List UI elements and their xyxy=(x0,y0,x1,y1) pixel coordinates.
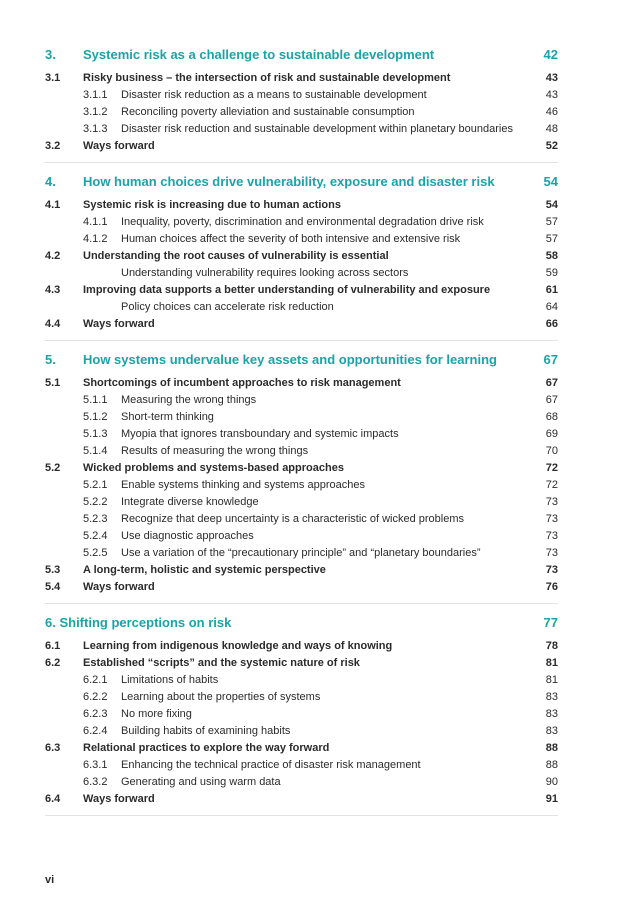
chapter-title: Systemic risk as a challenge to sustainable development xyxy=(83,47,435,62)
entry-page-number: 83 xyxy=(545,708,558,720)
entry-page-number: 59 xyxy=(545,267,558,279)
toc-section-entry[interactable] xyxy=(45,657,558,674)
chapter-number: 4. xyxy=(45,174,56,189)
toc-subsection-entry[interactable] xyxy=(45,479,558,496)
toc-subsection-entry[interactable] xyxy=(45,691,558,708)
entry-page-number: 64 xyxy=(545,301,558,313)
toc-section-entry[interactable] xyxy=(45,564,558,581)
entry-page-number: 68 xyxy=(545,411,558,423)
subsection-number: 3.1.3 xyxy=(83,123,108,135)
chapter-heading[interactable] xyxy=(45,615,558,635)
toc-subsection-entry[interactable] xyxy=(45,776,558,793)
subsection-number: 5.2.1 xyxy=(83,479,108,491)
entry-page-number: 78 xyxy=(545,640,558,652)
chapter-number: 5. xyxy=(45,352,56,367)
toc-subsection-entry[interactable] xyxy=(45,496,558,513)
section-number: 6.1 xyxy=(45,640,61,652)
subsection-title: Myopia that ignores transboundary and systemic impacts xyxy=(121,428,399,440)
subsection-title: Inequality, poverty, discrimination and environmental degradation drive risk xyxy=(121,216,484,228)
section-title: Understanding the root causes of vulnerability is essential xyxy=(83,250,389,262)
toc-section-entry[interactable] xyxy=(45,199,558,216)
subsection-number: 6.2.1 xyxy=(83,674,108,686)
toc-subsection-entry[interactable] xyxy=(45,547,558,564)
entry-page-number: 73 xyxy=(545,530,558,542)
entry-page-number: 73 xyxy=(545,547,558,559)
subsection-title: Human choices affect the severity of both intensive and extensive risk xyxy=(121,233,461,245)
subsection-title: Generating and using warm data xyxy=(121,776,281,788)
entry-page-number: 58 xyxy=(545,250,558,262)
subsection-title: Recognize that deep uncertainty is a characteristic of wicked problems xyxy=(121,513,465,525)
subsection-number: 5.1.1 xyxy=(83,394,108,406)
section-title: Ways forward xyxy=(83,318,155,330)
toc-subsection-entry[interactable] xyxy=(45,394,558,411)
toc-section-entry[interactable] xyxy=(45,250,558,267)
section-title: Relational practices to explore the way forward xyxy=(83,742,330,754)
chapter-page-number: 42 xyxy=(543,47,558,62)
entry-page-number: 73 xyxy=(545,564,558,576)
page-folio: vi xyxy=(45,874,55,886)
entry-page-number: 72 xyxy=(545,479,558,491)
chapter-page-number: 54 xyxy=(543,174,558,189)
entry-page-number: 81 xyxy=(545,657,558,669)
toc-subsection-entry[interactable] xyxy=(45,725,558,742)
toc-subsection-entry[interactable] xyxy=(45,301,558,318)
entry-page-number: 67 xyxy=(545,377,558,389)
chapter-block xyxy=(45,174,558,341)
subsection-title: Policy choices can accelerate risk reduction xyxy=(121,301,334,313)
chapter-page-number: 67 xyxy=(543,352,558,367)
toc-subsection-entry[interactable] xyxy=(45,530,558,547)
subsection-number: 3.1.1 xyxy=(83,89,108,101)
section-number: 5.2 xyxy=(45,462,61,474)
section-number: 4.4 xyxy=(45,318,61,330)
subsection-number: 5.1.4 xyxy=(83,445,108,457)
subsection-title: Building habits of examining habits xyxy=(121,725,291,737)
toc-subsection-entry[interactable] xyxy=(45,445,558,462)
section-title: Shortcomings of incumbent approaches to risk management xyxy=(83,377,401,389)
toc-subsection-entry[interactable] xyxy=(45,123,558,140)
section-title: Improving data supports a better understanding of vulnerability and exposure xyxy=(83,284,491,296)
subsection-number: 5.1.2 xyxy=(83,411,108,423)
entry-page-number: 91 xyxy=(545,793,558,805)
toc-section-entry[interactable] xyxy=(45,284,558,301)
entry-page-number: 57 xyxy=(545,216,558,228)
subsection-number: 6.3.2 xyxy=(83,776,108,788)
entry-page-number: 90 xyxy=(545,776,558,788)
toc-subsection-entry[interactable] xyxy=(45,267,558,284)
toc-section-entry[interactable] xyxy=(45,318,558,335)
subsection-number: 5.2.4 xyxy=(83,530,108,542)
section-number: 5.3 xyxy=(45,564,61,576)
entry-page-number: 54 xyxy=(545,199,558,211)
toc-subsection-entry[interactable] xyxy=(45,233,558,250)
subsection-title: Measuring the wrong things xyxy=(121,394,257,406)
subsection-number: 6.2.3 xyxy=(83,708,108,720)
table-of-contents xyxy=(45,47,558,827)
entry-page-number: 46 xyxy=(545,106,558,118)
subsection-number: 5.1.3 xyxy=(83,428,108,440)
toc-section-entry[interactable] xyxy=(45,462,558,479)
entry-page-number: 52 xyxy=(545,140,558,152)
section-title: Established “scripts” and the systemic nature of risk xyxy=(83,657,360,669)
entry-page-number: 43 xyxy=(545,72,558,84)
chapter-number: 3. xyxy=(45,47,56,62)
subsection-title: Disaster risk reduction as a means to sustainable development xyxy=(121,89,427,101)
subsection-title: Disaster risk reduction and sustainable development within planetary boundaries xyxy=(121,123,513,135)
subsection-number: 5.2.2 xyxy=(83,496,108,508)
subsection-title: Use diagnostic approaches xyxy=(121,530,254,542)
subsection-title: Use a variation of the “precautionary principle” and “planetary boundaries” xyxy=(121,547,481,559)
subsection-title: Reconciling poverty alleviation and sustainable consumption xyxy=(121,106,415,118)
subsection-title: Enhancing the technical practice of disaster risk management xyxy=(121,759,421,771)
chapter-page-number: 77 xyxy=(543,615,558,630)
chapter-block xyxy=(45,615,558,816)
entry-page-number: 73 xyxy=(545,496,558,508)
chapter-title: How human choices drive vulnerability, exposure and disaster risk xyxy=(83,174,495,189)
subsection-title: Limitations of habits xyxy=(121,674,219,686)
chapter-title: How systems undervalue key assets and opportunities for learning xyxy=(83,352,497,367)
section-title: Wicked problems and systems-based approaches xyxy=(83,462,344,474)
subsection-number: 6.2.2 xyxy=(83,691,108,703)
subsection-title: No more fixing xyxy=(121,708,192,720)
toc-section-entry[interactable] xyxy=(45,140,558,157)
toc-section-entry[interactable] xyxy=(45,640,558,657)
toc-subsection-entry[interactable] xyxy=(45,708,558,725)
chapter-heading[interactable] xyxy=(45,352,558,372)
section-number: 4.2 xyxy=(45,250,61,262)
section-title: Systemic risk is increasing due to human actions xyxy=(83,199,341,211)
chapter-heading[interactable] xyxy=(45,47,558,67)
subsection-title: Integrate diverse knowledge xyxy=(121,496,259,508)
entry-page-number: 70 xyxy=(545,445,558,457)
toc-subsection-entry[interactable] xyxy=(45,216,558,233)
entry-page-number: 83 xyxy=(545,691,558,703)
toc-section-entry[interactable] xyxy=(45,72,558,89)
toc-subsection-entry[interactable] xyxy=(45,428,558,445)
entry-page-number: 72 xyxy=(545,462,558,474)
section-number: 5.4 xyxy=(45,581,61,593)
section-title: Learning from indigenous knowledge and ways of knowing xyxy=(83,640,393,652)
entry-page-number: 73 xyxy=(545,513,558,525)
subsection-title: Short-term thinking xyxy=(121,411,214,423)
entry-page-number: 88 xyxy=(545,759,558,771)
entry-page-number: 76 xyxy=(545,581,558,593)
entry-page-number: 66 xyxy=(545,318,558,330)
subsection-title: Understanding vulnerability requires looking across sectors xyxy=(121,267,409,279)
toc-subsection-entry[interactable] xyxy=(45,411,558,428)
section-title: A long-term, holistic and systemic perspective xyxy=(83,564,326,576)
entry-page-number: 83 xyxy=(545,725,558,737)
entry-page-number: 88 xyxy=(545,742,558,754)
subsection-number: 6.2.4 xyxy=(83,725,108,737)
chapter-block xyxy=(45,47,558,163)
toc-section-entry[interactable] xyxy=(45,793,558,810)
section-title: Ways forward xyxy=(83,581,155,593)
subsection-number: 5.2.5 xyxy=(83,547,108,559)
subsection-number: 6.3.1 xyxy=(83,759,108,771)
section-number: 4.3 xyxy=(45,284,61,296)
subsection-number: 4.1.1 xyxy=(83,216,108,228)
toc-subsection-entry[interactable] xyxy=(45,759,558,776)
toc-subsection-entry[interactable] xyxy=(45,674,558,691)
toc-section-entry[interactable] xyxy=(45,581,558,598)
section-number: 3.2 xyxy=(45,140,61,152)
section-title: Risky business – the intersection of risk and sustainable development xyxy=(83,72,451,84)
entry-page-number: 81 xyxy=(545,674,558,686)
section-number: 6.3 xyxy=(45,742,61,754)
chapter-block xyxy=(45,352,558,604)
subsection-number: 3.1.2 xyxy=(83,106,108,118)
subsection-title: Results of measuring the wrong things xyxy=(121,445,309,457)
section-title: Ways forward xyxy=(83,793,155,805)
entry-page-number: 48 xyxy=(545,123,558,135)
section-number: 4.1 xyxy=(45,199,61,211)
entry-page-number: 43 xyxy=(545,89,558,101)
entry-page-number: 67 xyxy=(545,394,558,406)
entry-page-number: 61 xyxy=(545,284,558,296)
entry-page-number: 69 xyxy=(545,428,558,440)
subsection-title: Learning about the properties of systems xyxy=(121,691,321,703)
subsection-number: 4.1.2 xyxy=(83,233,108,245)
entry-page-number: 57 xyxy=(545,233,558,245)
subsection-number: 5.2.3 xyxy=(83,513,108,525)
section-title: Ways forward xyxy=(83,140,155,152)
section-number: 3.1 xyxy=(45,72,61,84)
section-number: 6.2 xyxy=(45,657,61,669)
toc-subsection-entry[interactable] xyxy=(45,513,558,530)
toc-section-entry[interactable] xyxy=(45,742,558,759)
toc-subsection-entry[interactable] xyxy=(45,106,558,123)
section-number: 6.4 xyxy=(45,793,61,805)
chapter-title: 6. Shifting perceptions on risk xyxy=(45,615,232,630)
subsection-title: Enable systems thinking and systems approaches xyxy=(121,479,365,491)
chapter-heading[interactable] xyxy=(45,174,558,194)
toc-section-entry[interactable] xyxy=(45,377,558,394)
toc-subsection-entry[interactable] xyxy=(45,89,558,106)
section-number: 5.1 xyxy=(45,377,61,389)
